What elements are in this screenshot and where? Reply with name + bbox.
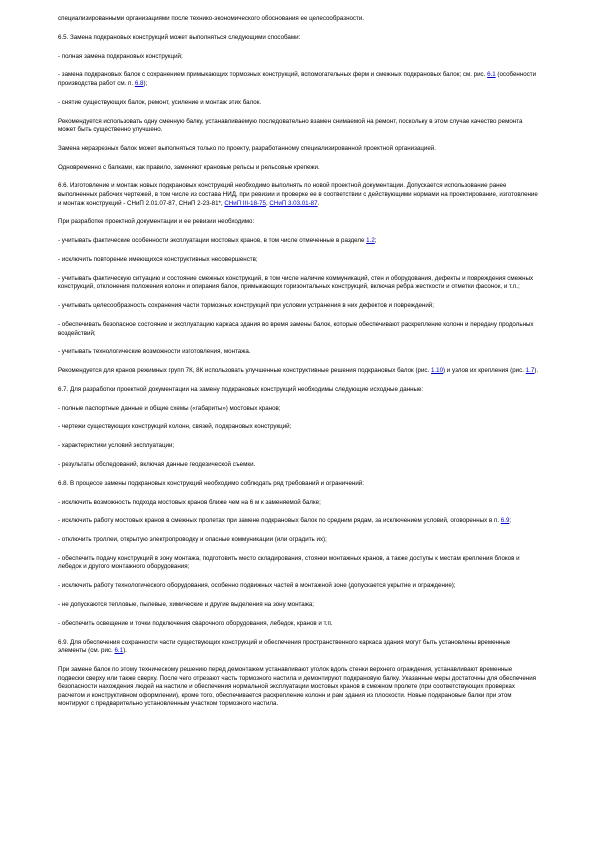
paragraph-text: ); bbox=[143, 79, 148, 87]
paragraph-text: . bbox=[317, 199, 320, 207]
paragraph: При разработке проектной документации и ее ревизии необходимо: bbox=[58, 218, 255, 226]
paragraph: 6.8. В процессе замены подкрановых конструкций необходимо соблюдать ряд требований и ограничений: bbox=[58, 479, 364, 487]
paragraph: - учитывать целесообразность сохранения части тормозных конструкций при условии устранения в них дефектов и повреждений; bbox=[58, 302, 434, 310]
paragraph: 6.7. Для разработки проектной документации на замену подкрановых конструкций необходимы следующие исходные данные: bbox=[58, 385, 424, 393]
paragraph: 6.5. Замена подкрановых конструкций может выполняться следующими способами: bbox=[58, 33, 301, 41]
paragraph-text: , bbox=[265, 199, 270, 207]
reference-link[interactable]: СНиП 3.03.01-87 bbox=[269, 199, 318, 207]
reference-link[interactable]: 6.1 bbox=[114, 647, 124, 655]
paragraph: - исключить возможность подхода мостовых кранов ближе чем на 6 м к заменяемой балке; bbox=[58, 498, 321, 506]
paragraph: - снятие существующих балок, ремонт, усиление и монтаж этих балок. bbox=[58, 98, 262, 106]
paragraph: - не допускаются тепловые, пылевые, химические и другие выделения на зону монтажа; bbox=[58, 601, 315, 609]
paragraph bbox=[58, 237, 540, 246]
reference-link[interactable]: 1.10 bbox=[430, 367, 444, 375]
paragraph-text: ). bbox=[123, 647, 127, 655]
paragraph-text: Рекомендуется для кранов режимных групп 7К, 8К использовать улучшенные конструктивные решения подкрановых балок (рис. bbox=[58, 367, 431, 375]
paragraph-text: ). bbox=[534, 367, 539, 375]
paragraph: Рекомендуется использовать одну сменную балку, устанавливаемую последовательно взамен снимаемой на ремонт, поскольку в этом случае качество ремонта может быть существенно улучшено. bbox=[58, 117, 523, 134]
paragraph-text: ; bbox=[509, 517, 512, 525]
paragraph-text: 6.9. Для обеспечения сохранности части существующих конструкций и обеспечения пространственного каркаса здания могут быть установлены временные элементы (см. рис. bbox=[58, 638, 511, 655]
paragraph bbox=[58, 639, 540, 656]
reference-link[interactable]: СНиП III-18-75 bbox=[224, 199, 266, 207]
paragraph: - обеспечить освещение и точки подключения сварочного оборудования, лебедок, кранов и т.п. bbox=[58, 619, 333, 627]
paragraph bbox=[58, 71, 540, 88]
reference-link[interactable]: 6.8 bbox=[134, 79, 144, 87]
paragraph-text: - учитывать фактические особенности эксплуатации мостовых кранов, в том числе отмеченные в разделе bbox=[58, 237, 367, 245]
paragraph-text: - исключить работу мостовых кранов в смежных пролетах при замене подкрановых балок по средним рядам, за исключением условий, оговоренных в п. bbox=[58, 517, 501, 525]
paragraph: - характеристики условий эксплуатации; bbox=[58, 442, 175, 450]
paragraph: - обеспечивать безопасное состояние и эксплуатацию каркаса здания во время замены балок, которые обеспечивают раскрепление колонн и передачу продольных воздействий; bbox=[58, 320, 534, 337]
paragraph: - полная замена подкрановых конструкций; bbox=[58, 52, 183, 60]
paragraph-text: 6.6. Изготовление и монтаж новых подкрановых конструкций необходимо выполнять по новой проектной документации. Допускается использование ранее выполненных рабочих чертежей, в том числе из состава НИД, при ревизии и проверке ее в соответствии с действующими нормами на проектирование, изготовление и монтаж конструкций - СНиП 2.01.07-87, СНиП 2-23-81*, bbox=[58, 182, 538, 207]
paragraph: - отключить троллеи, открытую электропроводку и опасные коммуникации (или оградить их); bbox=[58, 536, 327, 544]
paragraph: - исключить повторение имеющихся конструктивных несовершенств; bbox=[58, 255, 258, 263]
reference-link[interactable]: 1.2 bbox=[366, 237, 375, 245]
paragraph: - исключить работу технологического оборудования, особенно подвижных частей в монтажной зоне (допускается укрытие и ограждение); bbox=[58, 582, 456, 590]
document-page bbox=[58, 15, 540, 719]
paragraph bbox=[58, 517, 540, 526]
reference-link[interactable]: 6.1 bbox=[487, 71, 496, 79]
paragraph: - обеспечить подачу конструкций в зону монтажа, подготовить место складирования, стоянки монтажных кранов, а также доступы к местам крепления блоков и лебедок и другого монтажного оборудования; bbox=[58, 554, 520, 571]
paragraph: При замене балок по этому техническому решению перед демонтажем устанавливают уголок вдоль стенки верхнего ограждения, устанавливают временные подвески сверху или также сверху. После чего отрезают часть тормозного настила и демонтируют подкрановую балку. Указанные меры достаточны для обеспечения безопасности нахождения людей на настиле и обеспечения нормальной эксплуатации мостовых кранов в смежном пролете (при соответствующих проверках расчетом и конструктивном оформлении), кроме того, обеспечивается раскрепление колонн и рам здания из плоскости. Новые подкрановые балки при этом монтируют с предварительно установленным участком тормозного настила. bbox=[58, 665, 537, 708]
reference-link[interactable]: 6.9 bbox=[500, 517, 510, 525]
paragraph-text: (особенности производства работ см. п. bbox=[58, 71, 537, 87]
paragraph: - результаты обследований, включая данные геодезической съемки. bbox=[58, 460, 256, 468]
paragraph-text: ; bbox=[374, 237, 377, 245]
paragraph: специализированными организациями после технико-экономического обоснования ее целесообразности. bbox=[58, 15, 365, 22]
paragraph-text: ) и узлов их крепления (рис. bbox=[443, 367, 526, 375]
paragraph: - учитывать технологические возможности изготовления, монтажа. bbox=[58, 348, 251, 356]
paragraph bbox=[58, 367, 540, 376]
paragraph-text: - замена подкрановых балок с сохранением примыкающих тормозных конструкций, вспомогательных ферм и смежных подкрановых балок; см. рис. bbox=[58, 71, 488, 79]
paragraph: - учитывать фактическую ситуацию и состояние смежных конструкций, в том числе наличие коммуникаций, стен и оборудования, дефекты и повреждения смежных конструкций, отклонения положения колонн и опирания балок, примыкающих горизонтальных конструкций, включая ребра жесткости и отметки фасонок, и т.п.; bbox=[58, 274, 534, 291]
paragraph: Замена неразрезных балок может выполняться только по проекту, разработанному специализированной проектной организацией. bbox=[58, 144, 436, 152]
paragraph: Одновременно с балками, как правило, заменяют крановые рельсы и рельсовые крепежи. bbox=[58, 163, 320, 171]
reference-link[interactable]: 1.7 bbox=[525, 367, 535, 375]
paragraph bbox=[58, 182, 540, 208]
paragraph: - полные паспортные данные и общие схемы («габариты») мостовых кранов; bbox=[58, 404, 281, 412]
paragraph: - чертежи существующих конструкций колонн, связей, подкрановых конструкций; bbox=[58, 423, 292, 431]
